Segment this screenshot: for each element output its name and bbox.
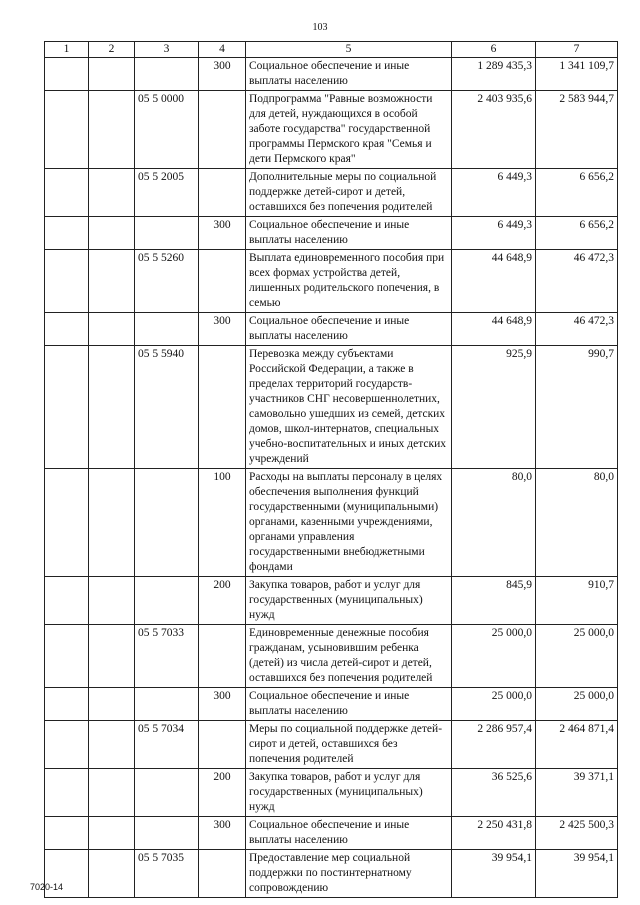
table-row <box>45 58 618 91</box>
expense-type-code: 200 <box>199 769 246 817</box>
amount-col7: 990,7 <box>536 346 618 469</box>
amount-col6: 44 648,9 <box>452 250 536 313</box>
cell-col2 <box>89 721 135 769</box>
item-description: Перевозка между субъектами Российской Федерации, а также в пределах территорий государств-участников СНГ несовершеннолетних, самовольно ушедших из семей, детских домов, школ-интернатов, специальных учебно-воспитательных и иных детских учреждений <box>246 346 452 469</box>
amount-col7: 80,0 <box>536 469 618 577</box>
target-article-code <box>135 469 199 577</box>
amount-col7: 2 464 871,4 <box>536 721 618 769</box>
cell-col2 <box>89 469 135 577</box>
amount-col6: 80,0 <box>452 469 536 577</box>
cell-col2 <box>89 169 135 217</box>
item-description: Единовременные денежные пособия гражданам, усыновившим ребенка (детей) из числа детей-сирот и детей, оставшихся без попечения родителей <box>246 625 452 688</box>
page-number: 103 <box>312 22 328 33</box>
table-row <box>45 313 618 346</box>
cell-col2 <box>89 577 135 625</box>
expense-type-code <box>199 346 246 469</box>
item-description: Расходы на выплаты персоналу в целях обеспечения выполнения функций государственными (муниципальными) органами, казенными учреждениями, органами управления государственными внебюджетными фондами <box>246 469 452 577</box>
cell-col1 <box>45 91 89 169</box>
cell-col2 <box>89 769 135 817</box>
cell-col2 <box>89 250 135 313</box>
cell-col1 <box>45 169 89 217</box>
cell-col2 <box>89 58 135 91</box>
table-row <box>45 721 618 769</box>
amount-col7: 2 583 944,7 <box>536 91 618 169</box>
amount-col7: 46 472,3 <box>536 313 618 346</box>
table-row <box>45 817 618 850</box>
expense-type-code <box>199 721 246 769</box>
amount-col6: 845,9 <box>452 577 536 625</box>
amount-col6: 1 289 435,3 <box>452 58 536 91</box>
expense-type-code <box>199 850 246 898</box>
table-row <box>45 850 618 898</box>
amount-col6: 2 250 431,8 <box>452 817 536 850</box>
item-description: Подпрограмма "Равные возможности для детей, нуждающихся в особой заботе государства" государственной программы Пермского края "Семья и дети Пермского края" <box>246 91 452 169</box>
cell-col1 <box>45 817 89 850</box>
item-description: Закупка товаров, работ и услуг для государственных (муниципальных) нужд <box>246 577 452 625</box>
column-header: 1 <box>45 42 89 58</box>
target-article-code: 05 5 2005 <box>135 169 199 217</box>
expense-type-code: 300 <box>199 58 246 91</box>
expense-type-code: 300 <box>199 817 246 850</box>
target-article-code: 05 5 0000 <box>135 91 199 169</box>
item-description: Социальное обеспечение и иные выплаты населению <box>246 58 452 91</box>
table-row <box>45 346 618 469</box>
item-description: Социальное обеспечение и иные выплаты населению <box>246 313 452 346</box>
cell-col1 <box>45 721 89 769</box>
target-article-code: 05 5 7034 <box>135 721 199 769</box>
amount-col6: 44 648,9 <box>452 313 536 346</box>
table-row <box>45 625 618 688</box>
column-header: 3 <box>135 42 199 58</box>
target-article-code: 05 5 5260 <box>135 250 199 313</box>
amount-col6: 36 525,6 <box>452 769 536 817</box>
column-header: 7 <box>536 42 618 58</box>
expense-type-code <box>199 91 246 169</box>
cell-col1 <box>45 577 89 625</box>
cell-col2 <box>89 346 135 469</box>
amount-col6: 25 000,0 <box>452 625 536 688</box>
budget-table <box>44 41 618 898</box>
target-article-code: 05 5 7033 <box>135 625 199 688</box>
cell-col1 <box>45 58 89 91</box>
expense-type-code: 100 <box>199 469 246 577</box>
cell-col1 <box>45 688 89 721</box>
cell-col1 <box>45 346 89 469</box>
cell-col1 <box>45 625 89 688</box>
amount-col6: 25 000,0 <box>452 688 536 721</box>
table-row <box>45 250 618 313</box>
amount-col6: 925,9 <box>452 346 536 469</box>
table-row <box>45 91 618 169</box>
cell-col2 <box>89 850 135 898</box>
table-row <box>45 469 618 577</box>
amount-col6: 6 449,3 <box>452 217 536 250</box>
target-article-code <box>135 58 199 91</box>
item-description: Закупка товаров, работ и услуг для государственных (муниципальных) нужд <box>246 769 452 817</box>
amount-col6: 6 449,3 <box>452 169 536 217</box>
column-header: 4 <box>199 42 246 58</box>
amount-col7: 910,7 <box>536 577 618 625</box>
cell-col2 <box>89 313 135 346</box>
amount-col7: 6 656,2 <box>536 217 618 250</box>
target-article-code <box>135 313 199 346</box>
target-article-code: 05 5 7035 <box>135 850 199 898</box>
target-article-code <box>135 769 199 817</box>
expense-type-code <box>199 250 246 313</box>
cell-col1 <box>45 313 89 346</box>
amount-col7: 25 000,0 <box>536 625 618 688</box>
cell-col1 <box>45 769 89 817</box>
table-row <box>45 688 618 721</box>
amount-col6: 2 286 957,4 <box>452 721 536 769</box>
cell-col2 <box>89 817 135 850</box>
amount-col7: 46 472,3 <box>536 250 618 313</box>
cell-col1 <box>45 250 89 313</box>
column-header: 5 <box>246 42 452 58</box>
amount-col7: 6 656,2 <box>536 169 618 217</box>
target-article-code <box>135 688 199 721</box>
target-article-code <box>135 817 199 850</box>
amount-col7: 39 371,1 <box>536 769 618 817</box>
expense-type-code: 300 <box>199 688 246 721</box>
expense-type-code: 200 <box>199 577 246 625</box>
column-header: 2 <box>89 42 135 58</box>
column-header: 6 <box>452 42 536 58</box>
cell-col2 <box>89 625 135 688</box>
amount-col6: 2 403 935,6 <box>452 91 536 169</box>
expense-type-code <box>199 625 246 688</box>
item-description: Социальное обеспечение и иные выплаты населению <box>246 217 452 250</box>
cell-col2 <box>89 217 135 250</box>
expense-type-code: 300 <box>199 313 246 346</box>
item-description: Выплата единовременного пособия при всех формах устройства детей, лишенных родительского попечения, в семью <box>246 250 452 313</box>
header-row <box>45 42 618 58</box>
amount-col7: 25 000,0 <box>536 688 618 721</box>
target-article-code: 05 5 5940 <box>135 346 199 469</box>
amount-col6: 39 954,1 <box>452 850 536 898</box>
cell-col1 <box>45 217 89 250</box>
item-description: Дополнительные меры по социальной поддержке детей-сирот и детей, оставшихся без попечения родителей <box>246 169 452 217</box>
table-row <box>45 169 618 217</box>
table-row <box>45 769 618 817</box>
cell-col2 <box>89 688 135 721</box>
item-description: Социальное обеспечение и иные выплаты населению <box>246 688 452 721</box>
amount-col7: 39 954,1 <box>536 850 618 898</box>
expense-type-code: 300 <box>199 217 246 250</box>
document-code: 7020-14 <box>30 882 64 892</box>
cell-col1 <box>45 469 89 577</box>
amount-col7: 1 341 109,7 <box>536 58 618 91</box>
item-description: Меры по социальной поддержке детей-сирот и детей, оставшихся без попечения родителей <box>246 721 452 769</box>
table-row <box>45 217 618 250</box>
cell-col2 <box>89 91 135 169</box>
target-article-code <box>135 577 199 625</box>
item-description: Предоставление мер социальной поддержки по постинтернатному сопровождению <box>246 850 452 898</box>
table-row <box>45 577 618 625</box>
item-description: Социальное обеспечение и иные выплаты населению <box>246 817 452 850</box>
expense-type-code <box>199 169 246 217</box>
target-article-code <box>135 217 199 250</box>
amount-col7: 2 425 500,3 <box>536 817 618 850</box>
